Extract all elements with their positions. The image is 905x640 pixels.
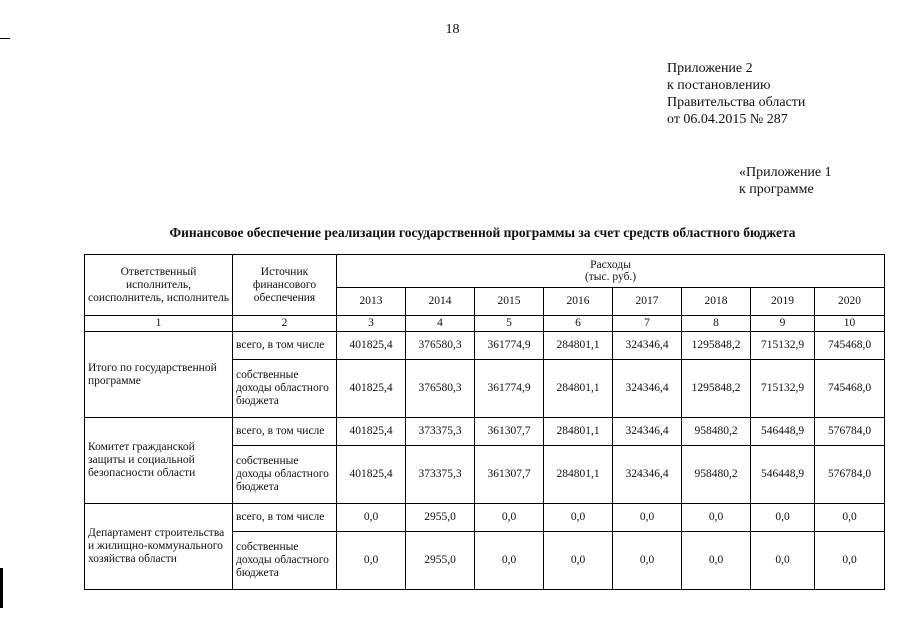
header-expenses [337,255,885,288]
executor-cell: Департамент строительства и жилищно-коммунального хозяйства области [85,504,233,590]
year-cell: 2015 [475,288,544,316]
document-title: Финансовое обеспечение реализации государственной программы за счет средств областного бюджета [169,225,796,240]
scan-edge-mark-bottom [0,568,3,608]
appendix-line-2: к постановлению [667,78,771,93]
year-cell: 2019 [751,288,815,316]
value-cell: 401825,4 [337,446,406,504]
header-executor: Ответственный исполнитель, соисполнитель, исполнитель [85,255,233,316]
column-number: 7 [613,316,682,332]
value-cell: 0,0 [613,504,682,532]
value-cell: 0,0 [337,532,406,590]
value-cell: 284801,1 [544,332,613,360]
value-cell: 284801,1 [544,360,613,418]
value-cell: 0,0 [751,504,815,532]
year-cell: 2014 [406,288,475,316]
value-cell: 324346,4 [613,446,682,504]
table-row [85,332,885,360]
column-number: 9 [751,316,815,332]
column-number: 2 [233,316,337,332]
program-appendix-block [739,164,832,198]
page-number: 18 [445,22,460,37]
executor-cell: Комитет гражданской защиты и социальной безопасности области [85,418,233,504]
column-number: 4 [406,316,475,332]
value-cell: 324346,4 [613,360,682,418]
source-cell: всего, в том числе [233,504,337,532]
value-cell: 0,0 [337,504,406,532]
column-number: 8 [682,316,751,332]
value-cell: 0,0 [682,504,751,532]
value-cell: 0,0 [682,532,751,590]
value-cell: 401825,4 [337,332,406,360]
value-cell: 745468,0 [815,360,885,418]
value-cell: 361307,7 [475,418,544,446]
table-row [85,418,885,446]
year-cell: 2018 [682,288,751,316]
table-row [85,504,885,532]
value-cell: 715132,9 [751,360,815,418]
column-number-row [85,316,885,332]
value-cell: 401825,4 [337,360,406,418]
scan-edge-mark-top [0,38,10,39]
value-cell: 958480,2 [682,418,751,446]
value-cell: 2955,0 [406,504,475,532]
value-cell: 361307,7 [475,446,544,504]
value-cell: 0,0 [751,532,815,590]
value-cell: 373375,3 [406,446,475,504]
appendix-line-1: Приложение 2 [667,61,753,76]
column-number: 3 [337,316,406,332]
header-row-1 [85,255,885,288]
appendix-block [667,60,805,128]
value-cell: 1295848,2 [682,332,751,360]
value-cell: 284801,1 [544,446,613,504]
value-cell: 715132,9 [751,332,815,360]
column-number: 1 [85,316,233,332]
value-cell: 958480,2 [682,446,751,504]
header-expenses-unit: (тыс. руб.) [584,271,637,283]
year-cell: 2020 [815,288,885,316]
year-cell: 2017 [613,288,682,316]
source-cell: собственные доходы областного бюджета [233,446,337,504]
value-cell: 324346,4 [613,418,682,446]
column-number: 6 [544,316,613,332]
value-cell: 0,0 [475,504,544,532]
source-cell: собственные доходы областного бюджета [233,360,337,418]
value-cell: 324346,4 [613,332,682,360]
value-cell: 0,0 [613,532,682,590]
appendix-line-3: Правительства области [667,95,806,110]
value-cell: 373375,3 [406,418,475,446]
value-cell: 0,0 [475,532,544,590]
header-expenses-title: Расходы [590,259,631,271]
value-cell: 2955,0 [406,532,475,590]
financing-table [84,254,885,590]
value-cell: 576784,0 [815,446,885,504]
value-cell: 745468,0 [815,332,885,360]
value-cell: 576784,0 [815,418,885,446]
column-number: 5 [475,316,544,332]
appendix-line-4: от 06.04.2015 № 287 [667,112,788,127]
year-cell: 2013 [337,288,406,316]
header-source: Источник финансового обеспечения [233,255,337,316]
source-cell: всего, в том числе [233,418,337,446]
program-appendix-line-2: к программе [739,182,814,197]
value-cell: 0,0 [815,532,885,590]
value-cell: 361774,9 [475,360,544,418]
value-cell: 376580,3 [406,360,475,418]
value-cell: 376580,3 [406,332,475,360]
value-cell: 546448,9 [751,446,815,504]
source-cell: всего, в том числе [233,332,337,360]
value-cell: 546448,9 [751,418,815,446]
source-cell: собственные доходы областного бюджета [233,532,337,590]
value-cell: 401825,4 [337,418,406,446]
value-cell: 284801,1 [544,418,613,446]
value-cell: 0,0 [544,532,613,590]
program-appendix-line-1: «Приложение 1 [739,165,832,180]
column-number: 10 [815,316,885,332]
value-cell: 1295848,2 [682,360,751,418]
value-cell: 0,0 [544,504,613,532]
value-cell: 0,0 [815,504,885,532]
executor-cell: Итого по государственной программе [85,332,233,418]
value-cell: 361774,9 [475,332,544,360]
year-cell: 2016 [544,288,613,316]
